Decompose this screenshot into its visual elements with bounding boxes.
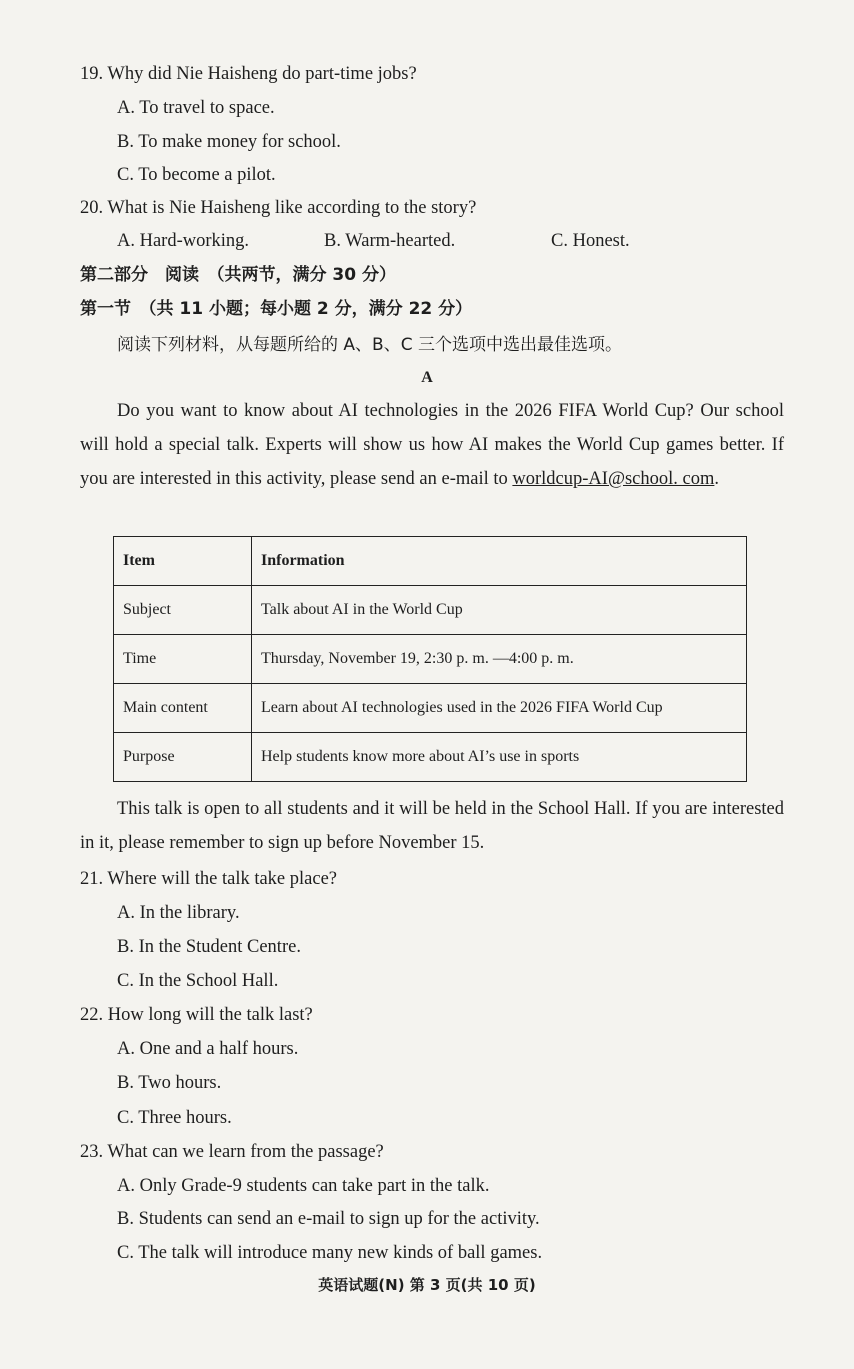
passage-intro-end: . (714, 469, 720, 489)
question-20: 20. What is Nie Haisheng like according to the story? (80, 198, 477, 218)
q19-option-b: B. To make money for school. (117, 132, 341, 152)
question-19: 19. Why did Nie Haisheng do part-time jobs? (80, 64, 417, 84)
q19-option-a: A. To travel to space. (117, 98, 275, 118)
q21-option-a: A. In the library. (117, 903, 240, 923)
table-row (114, 733, 747, 782)
page-footer: 英语试题(N) 第 3 页(共 10 页) (318, 1276, 536, 1294)
table-cell-label: Main content (114, 684, 252, 733)
section1-heading: 第一节 （共 11 小题；每小题 2 分，满分 22 分） (80, 299, 473, 319)
table-row (114, 684, 747, 733)
passage-intro-text: Do you want to know about AI technologies in the 2026 FIFA World Cup? Our school will hold a special talk. Experts will show us how AI makes the World Cup games better. If you are interested in this activity, please send an e-mail to (80, 401, 784, 489)
table-header-information: Information (252, 537, 747, 586)
q20-option-b: B. Warm-hearted. (324, 231, 456, 251)
q21-option-c: C. In the School Hall. (117, 971, 279, 991)
passage-outro: This talk is open to all students and it will be held in the School Hall. If you are interested in it, please remember to sign up before November 15. (80, 799, 784, 853)
table-cell-label: Purpose (114, 733, 252, 782)
q22-option-c: C. Three hours. (117, 1108, 232, 1128)
q20-option-a: A. Hard-working. (117, 231, 250, 251)
part2-heading: 第二部分 阅读 （共两节，满分 30 分） (80, 265, 396, 285)
question-22: 22. How long will the talk last? (80, 1005, 313, 1025)
q23-option-b: B. Students can send an e-mail to sign up for the activity. (117, 1209, 540, 1229)
table-cell-label: Subject (114, 586, 252, 635)
q20-option-c: C. Honest. (551, 231, 630, 251)
q19-option-c: C. To become a pilot. (117, 165, 276, 185)
reading-instruction: 阅读下列材料，从每题所给的 A、B、C 三个选项中选出最佳选项。 (117, 335, 622, 355)
table-cell-value: Talk about AI in the World Cup (252, 586, 747, 635)
q21-option-b: B. In the Student Centre. (117, 937, 301, 957)
table-row (114, 586, 747, 635)
table-row (114, 635, 747, 684)
passage-intro (80, 394, 784, 496)
table-cell-value: Thursday, November 19, 2:30 p. m. —4:00 p. m. (252, 635, 747, 684)
table-cell-value: Help students know more about AI’s use in sports (252, 733, 747, 782)
question-23: 23. What can we learn from the passage? (80, 1142, 384, 1162)
table-cell-label: Time (114, 635, 252, 684)
q22-option-b: B. Two hours. (117, 1073, 222, 1093)
contact-email: worldcup-AI@school. com (512, 469, 715, 489)
q23-option-a: A. Only Grade-9 students can take part in the talk. (117, 1176, 490, 1196)
table-cell-value: Learn about AI technologies used in the 2026 FIFA World Cup (252, 684, 747, 733)
q22-option-a: A. One and a half hours. (117, 1039, 299, 1059)
table-header-item: Item (114, 537, 252, 586)
question-21: 21. Where will the talk take place? (80, 869, 338, 889)
table-header-row (114, 537, 747, 586)
passage-label: A (421, 369, 433, 386)
q23-option-c: C. The talk will introduce many new kinds of ball games. (117, 1243, 543, 1263)
event-info-table (113, 536, 747, 782)
